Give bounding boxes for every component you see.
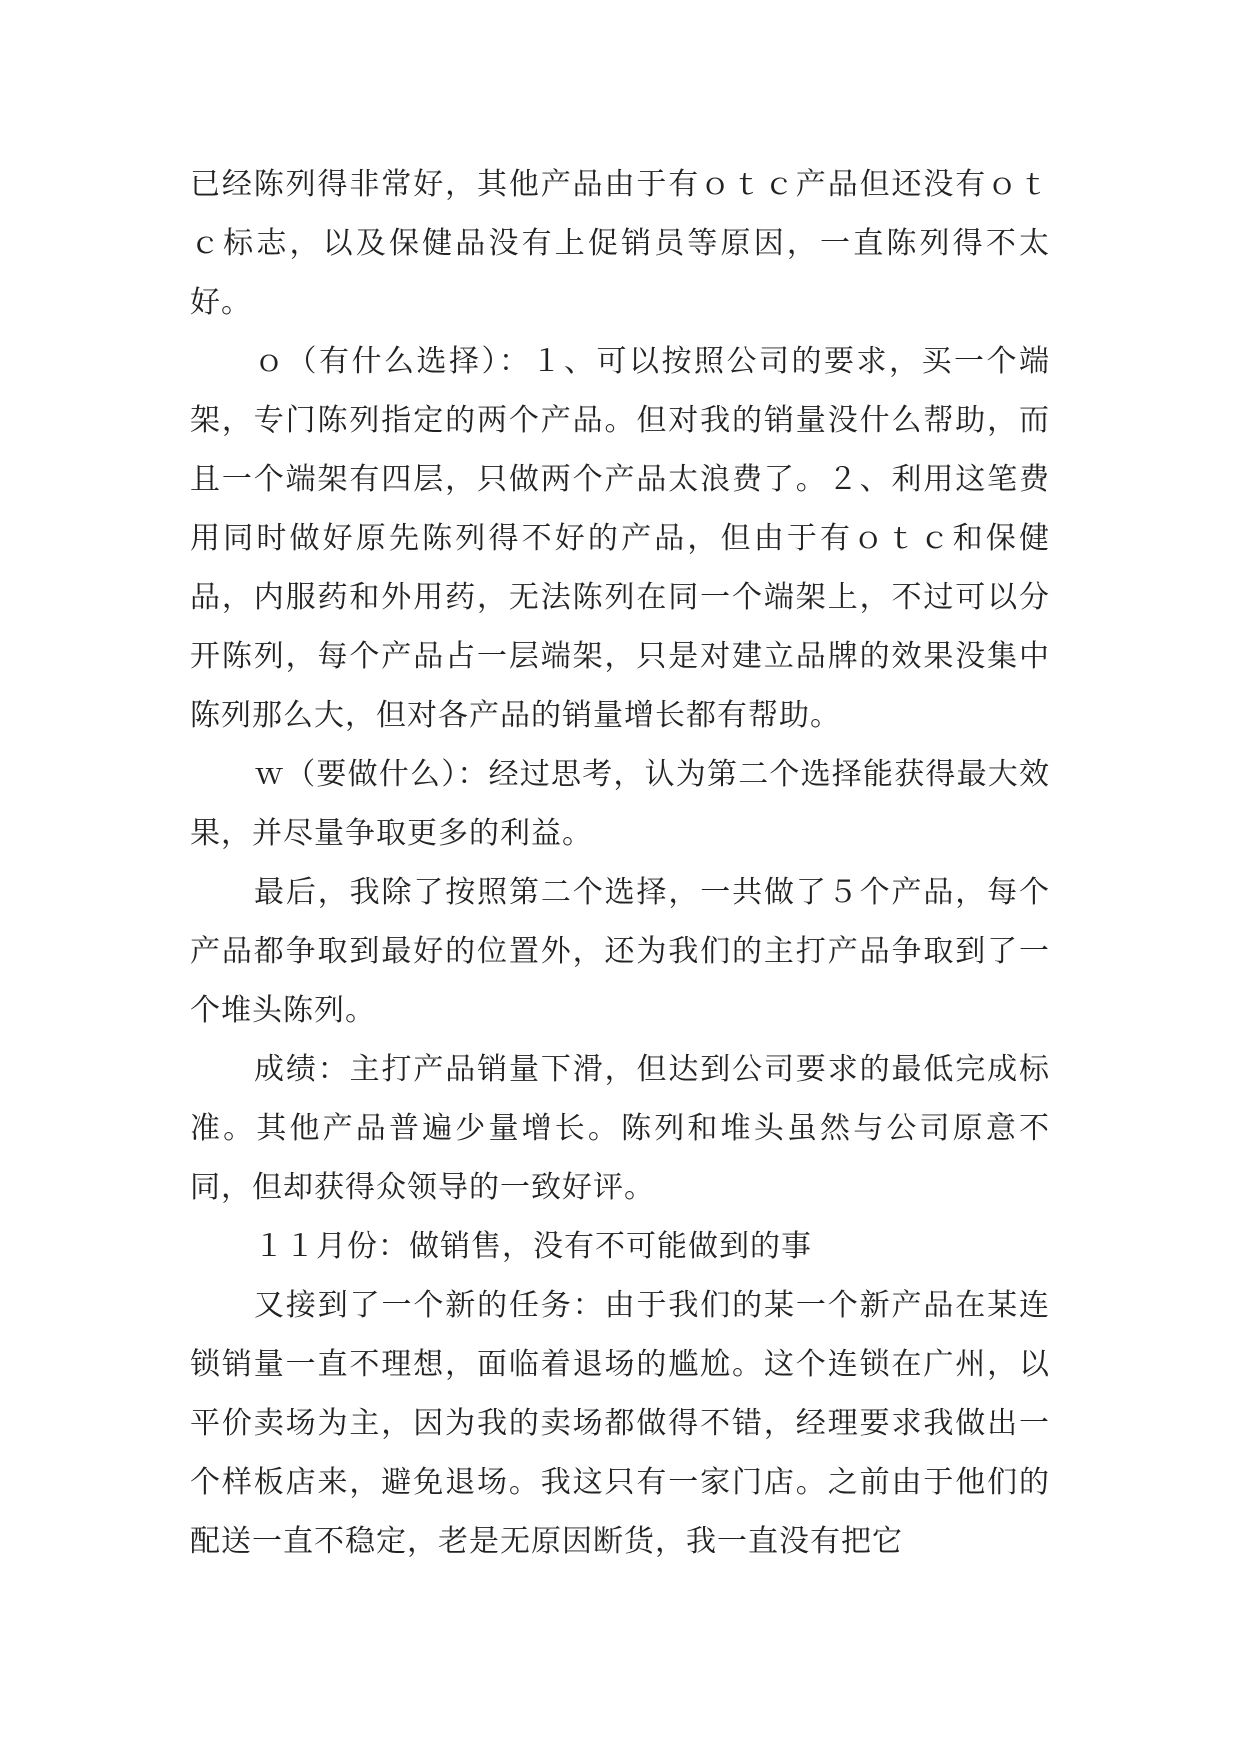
- paragraph-3: ｗ（要做什么）：经过思考，认为第二个选择能获得最大效果，并尽量争取更多的利益。: [190, 757, 1050, 851]
- paragraph-7: 又接到了一个新的任务：由于我们的某一个新产品在某连锁销量一直不理想，面临着退场的尴尬。这个连锁在广州，以平价卖场为主，因为我的卖场都做得不错，经理要求我做出一个样板店来，避免退场。我这只有一家门店。之前由于他们的配送一直不稳定，老是无原因断货，我一直没有把它: [190, 1288, 1050, 1559]
- paragraph-2: ｏ（有什么选择）：１、可以按照公司的要求，买一个端架，专门陈列指定的两个产品。但对我的销量没什么帮助，而且一个端架有四层，只做两个产品太浪费了。２、利用这笔费用同时做好原先陈列得不好的产品，但由于有ｏｔｃ和保健品，内服药和外用药，无法陈列在同一个端架上，不过可以分开陈列，每个产品占一层端架，只是对建立品牌的效果没集中陈列那么大，但对各产品的销量增长都有帮助。: [190, 344, 1050, 733]
- paragraph-4: 最后，我除了按照第二个选择，一共做了５个产品，每个产品都争取到最好的位置外，还为我们的主打产品争取到了一个堆头陈列。: [190, 875, 1050, 1028]
- document-body: [190, 155, 1050, 1571]
- paragraph-1: 已经陈列得非常好，其他产品由于有ｏｔｃ产品但还没有ｏｔｃ标志，以及保健品没有上促销员等原因，一直陈列得不太好。: [190, 167, 1050, 320]
- paragraph-5: 成绩：主打产品销量下滑，但达到公司要求的最低完成标准。其他产品普遍少量增长。陈列和堆头虽然与公司原意不同，但却获得众领导的一致好评。: [190, 1052, 1050, 1205]
- section-heading-november: １１月份：做销售，没有不可能做到的事: [254, 1229, 812, 1264]
